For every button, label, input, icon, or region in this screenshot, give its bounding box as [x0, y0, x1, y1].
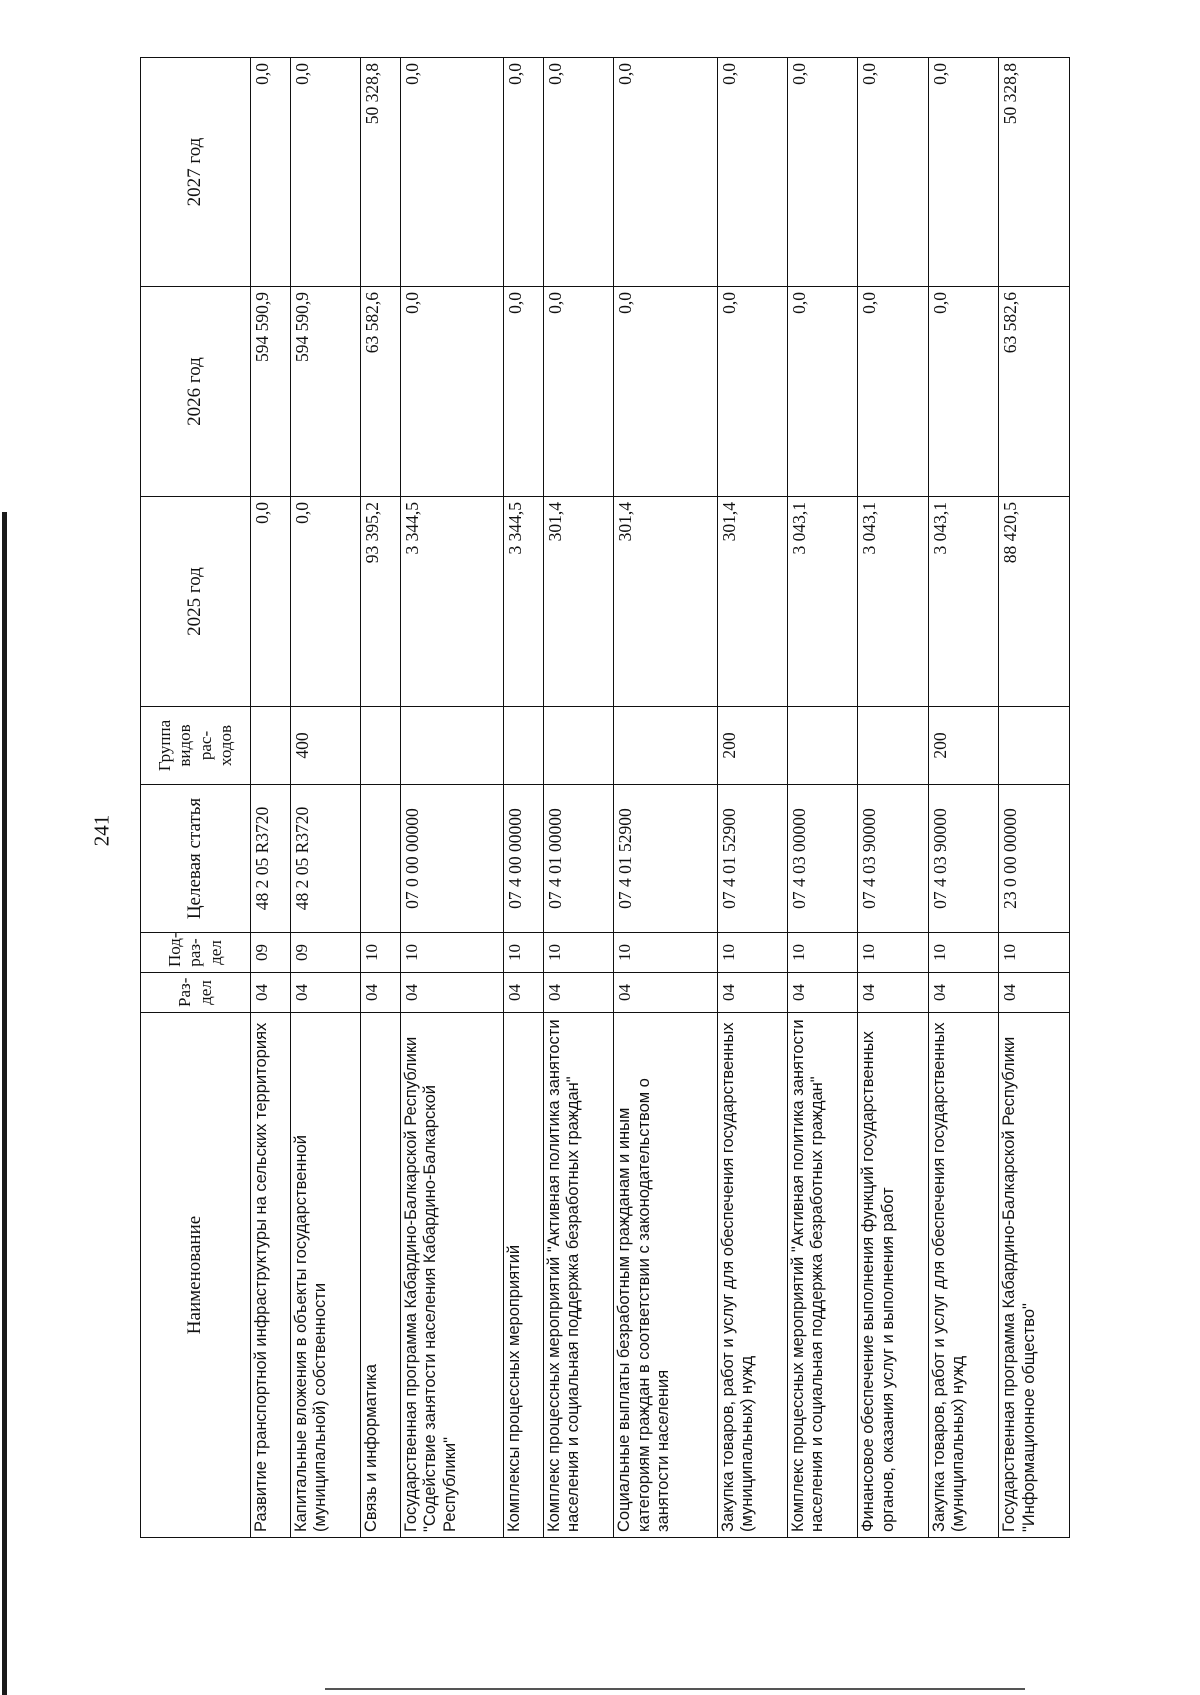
cell-name: Закупка товаров, работ и услуг для обеспечения государственных (муниципальных) нужд	[717, 1013, 787, 1538]
cell-name: Связь и информатика	[361, 1013, 401, 1538]
cell-section: 04	[858, 973, 928, 1013]
cell-group: 200	[717, 707, 787, 785]
col-header-2026: 2026 год	[141, 287, 251, 497]
cell-2026: 0,0	[400, 287, 503, 497]
cell-name: Комплексы процессных мероприятий	[504, 1013, 544, 1538]
cell-target: 07 4 00 00000	[504, 785, 544, 933]
cell-name: Комплекс процессных мероприятий "Активная политика занятости населения и социальная поддержка безработных граждан"	[543, 1013, 613, 1538]
cell-2027: 0,0	[787, 58, 857, 287]
table-row	[999, 58, 1070, 1538]
cell-name: Государственная программа Кабардино-Балкарской Республики "Содействие занятости населения Кабардино-Балкарской Республики"	[400, 1013, 503, 1538]
cell-2027: 50 328,8	[999, 58, 1070, 287]
cell-subsection: 10	[787, 933, 857, 973]
cell-subsection: 09	[251, 933, 291, 973]
cell-subsection: 10	[543, 933, 613, 973]
cell-2027: 0,0	[290, 58, 360, 287]
cell-name: Развитие транспортной инфраструктуры на сельских территориях	[251, 1013, 291, 1538]
budget-table-wrapper	[140, 58, 1070, 1538]
cell-name: Государственная программа Кабардино-Балкарской Республики "Информационное общество"	[999, 1013, 1070, 1538]
cell-2026: 0,0	[928, 287, 998, 497]
cell-2027: 0,0	[400, 58, 503, 287]
cell-subsection: 10	[361, 933, 401, 973]
cell-2026: 0,0	[504, 287, 544, 497]
cell-name: Финансовое обеспечение выполнения функций государственных органов, оказания услуг и выполнения работ	[858, 1013, 928, 1538]
cell-2027: 0,0	[504, 58, 544, 287]
cell-group	[999, 707, 1070, 785]
cell-target: 48 2 05 R3720	[251, 785, 291, 933]
scan-edge-left	[2, 512, 7, 1695]
cell-2025: 0,0	[290, 497, 360, 707]
cell-group	[787, 707, 857, 785]
cell-2025: 301,4	[543, 497, 613, 707]
table-row	[858, 58, 928, 1538]
cell-group	[361, 707, 401, 785]
cell-2025: 3 344,5	[504, 497, 544, 707]
cell-subsection: 10	[999, 933, 1070, 973]
cell-subsection: 10	[858, 933, 928, 973]
cell-2025: 3 043,1	[787, 497, 857, 707]
col-header-name: Наименование	[141, 1013, 251, 1538]
cell-2026: 0,0	[787, 287, 857, 497]
cell-subsection: 10	[504, 933, 544, 973]
cell-2025: 88 420,5	[999, 497, 1070, 707]
cell-section: 04	[361, 973, 401, 1013]
cell-2025: 301,4	[614, 497, 717, 707]
cell-section: 04	[787, 973, 857, 1013]
cell-2027: 0,0	[928, 58, 998, 287]
cell-section: 04	[504, 973, 544, 1013]
table-row	[290, 58, 360, 1538]
budget-table	[140, 57, 1070, 1538]
cell-group	[543, 707, 613, 785]
table-row	[614, 58, 717, 1538]
cell-section: 04	[400, 973, 503, 1013]
cell-2026: 0,0	[858, 287, 928, 497]
cell-target	[361, 785, 401, 933]
cell-section: 04	[717, 973, 787, 1013]
cell-2027: 50 328,8	[361, 58, 401, 287]
scan-edge-bottom	[325, 1688, 1025, 1690]
col-header-group: Группа видов рас-ходов	[141, 707, 251, 785]
cell-section: 04	[928, 973, 998, 1013]
cell-target: 23 0 00 00000	[999, 785, 1070, 933]
col-header-2027: 2027 год	[141, 58, 251, 287]
cell-name: Социальные выплаты безработным гражданам и иным категориям граждан в соответствии с законодательством о занятости населения	[614, 1013, 717, 1538]
cell-subsection: 10	[400, 933, 503, 973]
cell-group	[858, 707, 928, 785]
cell-2026: 0,0	[543, 287, 613, 497]
cell-target: 48 2 05 R3720	[290, 785, 360, 933]
cell-2025: 301,4	[717, 497, 787, 707]
cell-subsection: 10	[717, 933, 787, 973]
cell-2026: 0,0	[614, 287, 717, 497]
col-header-2025: 2025 год	[141, 497, 251, 707]
cell-section: 04	[999, 973, 1070, 1013]
cell-subsection: 10	[928, 933, 998, 973]
cell-group	[400, 707, 503, 785]
cell-2026: 0,0	[717, 287, 787, 497]
cell-group: 400	[290, 707, 360, 785]
cell-2025: 3 344,5	[400, 497, 503, 707]
cell-2027: 0,0	[543, 58, 613, 287]
cell-2025: 0,0	[251, 497, 291, 707]
table-row	[928, 58, 998, 1538]
cell-2025: 93 395,2	[361, 497, 401, 707]
cell-group	[251, 707, 291, 785]
cell-section: 04	[251, 973, 291, 1013]
cell-2026: 63 582,6	[999, 287, 1070, 497]
cell-target: 07 4 03 90000	[858, 785, 928, 933]
cell-section: 04	[543, 973, 613, 1013]
cell-group	[504, 707, 544, 785]
table-row	[361, 58, 401, 1538]
cell-name: Закупка товаров, работ и услуг для обеспечения государственных (муниципальных) нужд	[928, 1013, 998, 1538]
cell-group: 200	[928, 707, 998, 785]
cell-section: 04	[290, 973, 360, 1013]
cell-group	[614, 707, 717, 785]
table-row	[717, 58, 787, 1538]
table-row	[543, 58, 613, 1538]
cell-2027: 0,0	[858, 58, 928, 287]
cell-2027: 0,0	[251, 58, 291, 287]
cell-section: 04	[614, 973, 717, 1013]
table-header	[141, 58, 251, 1538]
page-number: 241	[89, 814, 114, 847]
cell-target: 07 4 01 52900	[717, 785, 787, 933]
cell-2025: 3 043,1	[858, 497, 928, 707]
table-row	[400, 58, 503, 1538]
cell-2026: 594 590,9	[251, 287, 291, 497]
cell-2027: 0,0	[717, 58, 787, 287]
cell-target: 07 4 03 00000	[787, 785, 857, 933]
table-row	[787, 58, 857, 1538]
cell-name: Комплекс процессных мероприятий "Активная политика занятости населения и социальная поддержка безработных граждан"	[787, 1013, 857, 1538]
col-header-section: Раз-дел	[141, 973, 251, 1013]
cell-2025: 3 043,1	[928, 497, 998, 707]
cell-target: 07 4 01 52900	[614, 785, 717, 933]
cell-2026: 63 582,6	[361, 287, 401, 497]
table-row	[251, 58, 291, 1538]
table-body	[251, 58, 1070, 1538]
cell-2026: 594 590,9	[290, 287, 360, 497]
cell-name: Капитальные вложения в объекты государственной (муниципальной) собственности	[290, 1013, 360, 1538]
cell-subsection: 09	[290, 933, 360, 973]
cell-target: 07 0 00 00000	[400, 785, 503, 933]
cell-target: 07 4 03 90000	[928, 785, 998, 933]
col-header-target: Целевая статья	[141, 785, 251, 933]
cell-subsection: 10	[614, 933, 717, 973]
cell-target: 07 4 01 00000	[543, 785, 613, 933]
table-row	[504, 58, 544, 1538]
cell-2027: 0,0	[614, 58, 717, 287]
col-header-subsection: Под-раз-дел	[141, 933, 251, 973]
